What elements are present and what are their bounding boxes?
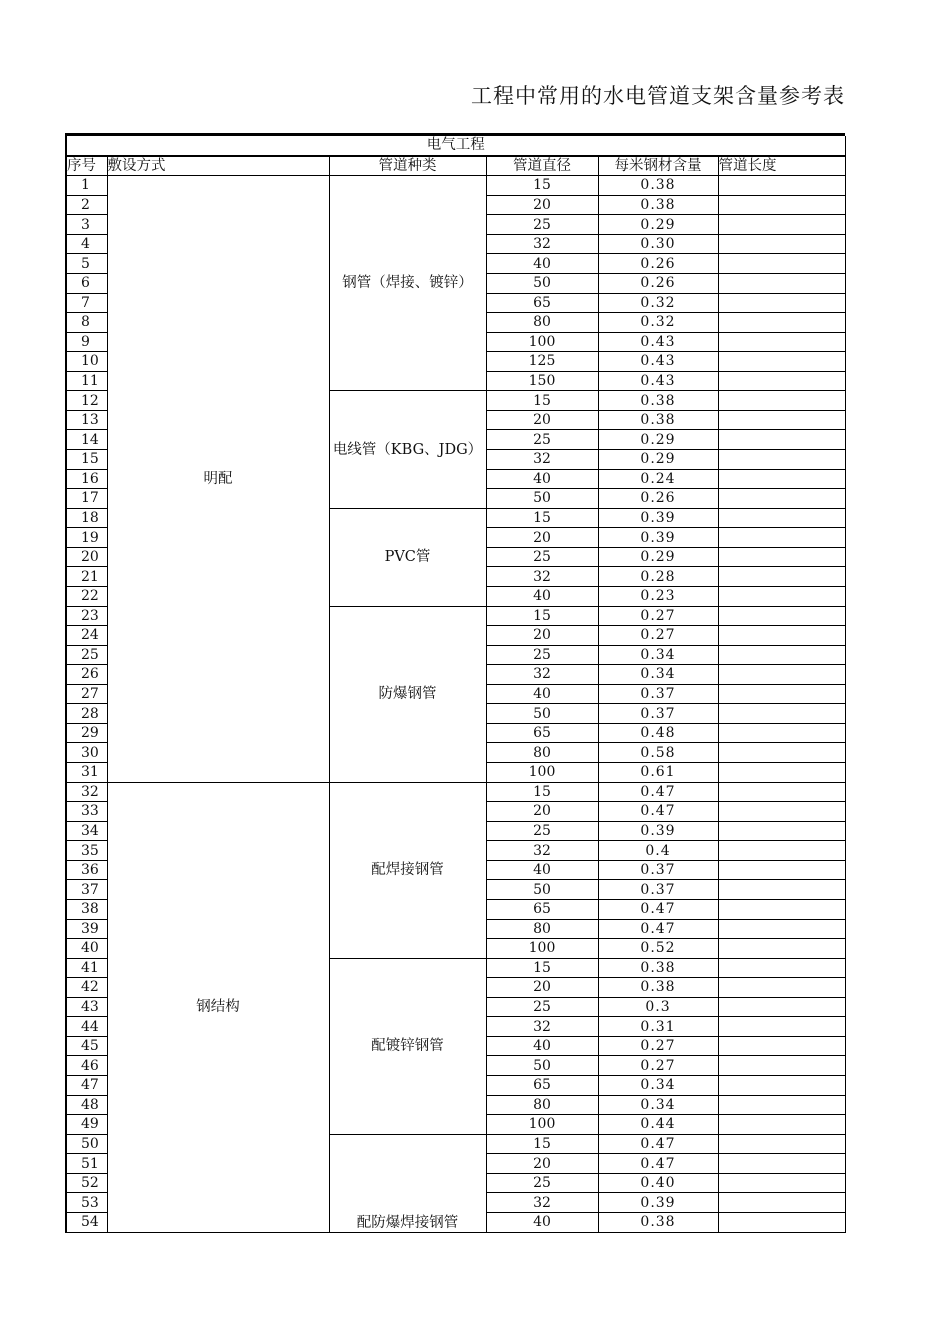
row-index-cell: 31: [67, 763, 107, 783]
laying-method-cell: 明配: [107, 176, 329, 782]
steel-per-meter-cell: 0.3: [598, 997, 718, 1017]
pipe-length-cell[interactable]: [718, 528, 845, 548]
row-index-cell: 23: [67, 606, 107, 626]
pipe-length-cell[interactable]: [718, 704, 845, 724]
row-index-cell: 22: [67, 586, 107, 606]
steel-per-meter-cell: 0.26: [598, 254, 718, 274]
steel-per-meter-cell: 0.38: [598, 391, 718, 411]
row-index-cell: 25: [67, 645, 107, 665]
steel-per-meter-cell: 0.39: [598, 528, 718, 548]
steel-per-meter-cell: 0.32: [598, 293, 718, 313]
diameter-cell: 65: [486, 1076, 598, 1096]
row-index-cell: 10: [67, 352, 107, 372]
pipe-length-cell[interactable]: [718, 176, 845, 196]
diameter-cell: 20: [486, 410, 598, 430]
diameter-cell: 15: [486, 1134, 598, 1154]
pipe-length-cell[interactable]: [718, 410, 845, 430]
pipe-length-cell[interactable]: [718, 645, 845, 665]
row-index-cell: 47: [67, 1076, 107, 1096]
pipe-type-cell: 防爆钢管: [329, 606, 486, 782]
pipe-length-cell[interactable]: [718, 234, 845, 254]
diameter-cell: 80: [486, 743, 598, 763]
row-index-cell: 34: [67, 821, 107, 841]
steel-per-meter-cell: 0.47: [598, 802, 718, 822]
steel-per-meter-cell: 0.38: [598, 958, 718, 978]
row-index-cell: 11: [67, 371, 107, 391]
diameter-cell: 32: [486, 1193, 598, 1213]
row-index-cell: 49: [67, 1115, 107, 1135]
pipe-length-cell[interactable]: [718, 1036, 845, 1056]
diameter-cell: 15: [486, 508, 598, 528]
diameter-cell: 20: [486, 1154, 598, 1174]
diameter-cell: 125: [486, 352, 598, 372]
steel-per-meter-cell: 0.47: [598, 1134, 718, 1154]
pipe-length-cell[interactable]: [718, 254, 845, 274]
diameter-cell: 50: [486, 880, 598, 900]
pipe-length-cell[interactable]: [718, 782, 845, 802]
row-index-cell: 39: [67, 919, 107, 939]
diameter-cell: 50: [486, 704, 598, 724]
pipe-length-cell[interactable]: [718, 567, 845, 587]
laying-method-cell: 钢结构: [107, 782, 329, 1232]
pipe-length-cell[interactable]: [718, 958, 845, 978]
col-header-index: 序号: [67, 156, 107, 176]
steel-per-meter-cell: 0.34: [598, 665, 718, 685]
pipe-length-cell[interactable]: [718, 332, 845, 352]
row-index-cell: 24: [67, 626, 107, 646]
row-index-cell: 7: [67, 293, 107, 313]
steel-per-meter-cell: 0.27: [598, 626, 718, 646]
steel-per-meter-cell: 0.39: [598, 508, 718, 528]
diameter-cell: 20: [486, 195, 598, 215]
pipe-length-cell[interactable]: [718, 665, 845, 685]
diameter-cell: 50: [486, 489, 598, 509]
pipe-length-cell[interactable]: [718, 313, 845, 333]
row-index-cell: 41: [67, 958, 107, 978]
diameter-cell: 25: [486, 997, 598, 1017]
diameter-cell: 100: [486, 332, 598, 352]
pipe-length-cell[interactable]: [718, 763, 845, 783]
row-index-cell: 20: [67, 547, 107, 567]
pipe-length-cell[interactable]: [718, 215, 845, 235]
steel-per-meter-cell: 0.38: [598, 195, 718, 215]
pipe-length-cell[interactable]: [718, 1134, 845, 1154]
steel-per-meter-cell: 0.47: [598, 782, 718, 802]
pipe-length-cell[interactable]: [718, 1173, 845, 1193]
pipe-length-cell[interactable]: [718, 939, 845, 959]
col-header-diameter: 管道直径: [486, 156, 598, 176]
diameter-cell: 20: [486, 626, 598, 646]
row-index-cell: 17: [67, 489, 107, 509]
diameter-cell: 15: [486, 782, 598, 802]
section-header-row: [67, 136, 845, 156]
row-index-cell: 2: [67, 195, 107, 215]
col-header-method: 敷设方式: [107, 156, 329, 176]
row-index-cell: 45: [67, 1036, 107, 1056]
steel-per-meter-cell: 0.34: [598, 1095, 718, 1115]
steel-per-meter-cell: 0.37: [598, 684, 718, 704]
diameter-cell: 20: [486, 528, 598, 548]
row-index-cell: 28: [67, 704, 107, 724]
steel-per-meter-cell: 0.32: [598, 313, 718, 333]
diameter-cell: 100: [486, 939, 598, 959]
steel-per-meter-cell: 0.37: [598, 880, 718, 900]
steel-per-meter-cell: 0.34: [598, 1076, 718, 1096]
pipe-length-cell[interactable]: [718, 391, 845, 411]
pipe-length-cell[interactable]: [718, 860, 845, 880]
row-index-cell: 50: [67, 1134, 107, 1154]
pipe-length-cell[interactable]: [718, 450, 845, 470]
diameter-cell: 32: [486, 841, 598, 861]
pipe-length-cell[interactable]: [718, 978, 845, 998]
pipe-length-cell[interactable]: [718, 547, 845, 567]
pipe-length-cell[interactable]: [718, 1076, 845, 1096]
pipe-length-cell[interactable]: [718, 684, 845, 704]
row-index-cell: 9: [67, 332, 107, 352]
row-index-cell: 32: [67, 782, 107, 802]
row-index-cell: 42: [67, 978, 107, 998]
steel-per-meter-cell: 0.38: [598, 410, 718, 430]
steel-per-meter-cell: 0.37: [598, 860, 718, 880]
diameter-cell: 32: [486, 665, 598, 685]
pipe-length-cell[interactable]: [718, 899, 845, 919]
row-index-cell: 35: [67, 841, 107, 861]
pipe-type-cell: 钢管（焊接、镀锌）: [329, 176, 486, 391]
steel-per-meter-cell: 0.38: [598, 176, 718, 196]
pipe-length-cell[interactable]: [718, 1154, 845, 1174]
pipe-length-cell[interactable]: [718, 293, 845, 313]
row-index-cell: 1: [67, 176, 107, 196]
diameter-cell: 15: [486, 391, 598, 411]
col-header-steel-per-meter: 每米钢材含量: [598, 156, 718, 176]
steel-per-meter-cell: 0.52: [598, 939, 718, 959]
pipe-length-cell[interactable]: [718, 723, 845, 743]
diameter-cell: 65: [486, 723, 598, 743]
row-index-cell: 4: [67, 234, 107, 254]
row-index-cell: 37: [67, 880, 107, 900]
steel-per-meter-cell: 0.38: [598, 978, 718, 998]
row-index-cell: 14: [67, 430, 107, 450]
diameter-cell: 65: [486, 899, 598, 919]
pipe-length-cell[interactable]: [718, 586, 845, 606]
steel-per-meter-cell: 0.48: [598, 723, 718, 743]
diameter-cell: 80: [486, 1095, 598, 1115]
row-index-cell: 26: [67, 665, 107, 685]
diameter-cell: 40: [486, 254, 598, 274]
steel-per-meter-cell: 0.27: [598, 1056, 718, 1076]
pipe-length-cell[interactable]: [718, 1056, 845, 1076]
diameter-cell: 15: [486, 958, 598, 978]
diameter-cell: 40: [486, 586, 598, 606]
col-header-pipe-length: 管道长度: [718, 156, 845, 176]
row-index-cell: 8: [67, 313, 107, 333]
section-title: 电气工程: [67, 136, 845, 156]
pipe-length-cell[interactable]: [718, 997, 845, 1017]
row-index-cell: 13: [67, 410, 107, 430]
pipe-type-cell: 配焊接钢管: [329, 782, 486, 958]
row-index-cell: 5: [67, 254, 107, 274]
pipe-type-cell: 配防爆焊接钢管: [329, 1134, 486, 1232]
diameter-cell: 40: [486, 469, 598, 489]
row-index-cell: 43: [67, 997, 107, 1017]
steel-per-meter-cell: 0.39: [598, 1193, 718, 1213]
steel-per-meter-cell: 0.43: [598, 352, 718, 372]
diameter-cell: 32: [486, 1017, 598, 1037]
diameter-cell: 25: [486, 821, 598, 841]
steel-per-meter-cell: 0.28: [598, 567, 718, 587]
pipe-length-cell[interactable]: [718, 919, 845, 939]
row-index-cell: 44: [67, 1017, 107, 1037]
document-title: 工程中常用的水电管道支架含量参考表: [471, 84, 845, 108]
steel-per-meter-cell: 0.24: [598, 469, 718, 489]
steel-per-meter-cell: 0.34: [598, 645, 718, 665]
steel-per-meter-cell: 0.44: [598, 1115, 718, 1135]
steel-per-meter-cell: 0.47: [598, 919, 718, 939]
diameter-cell: 100: [486, 763, 598, 783]
steel-per-meter-cell: 0.4: [598, 841, 718, 861]
pipe-type-cell: 电线管（KBG、JDG）: [329, 391, 486, 508]
diameter-cell: 40: [486, 1212, 598, 1232]
steel-per-meter-cell: 0.27: [598, 606, 718, 626]
steel-per-meter-cell: 0.47: [598, 1154, 718, 1174]
col-header-pipe-type: 管道种类: [329, 156, 486, 176]
row-index-cell: 54: [67, 1212, 107, 1232]
row-index-cell: 36: [67, 860, 107, 880]
pipe-length-cell[interactable]: [718, 626, 845, 646]
table-row: [67, 176, 845, 196]
row-index-cell: 52: [67, 1173, 107, 1193]
row-index-cell: 46: [67, 1056, 107, 1076]
diameter-cell: 80: [486, 919, 598, 939]
pipe-length-cell[interactable]: [718, 802, 845, 822]
diameter-cell: 25: [486, 547, 598, 567]
row-index-cell: 40: [67, 939, 107, 959]
steel-per-meter-cell: 0.43: [598, 371, 718, 391]
row-index-cell: 16: [67, 469, 107, 489]
diameter-cell: 32: [486, 450, 598, 470]
pipe-length-cell[interactable]: [718, 743, 845, 763]
steel-per-meter-cell: 0.47: [598, 899, 718, 919]
pipe-length-cell[interactable]: [718, 1115, 845, 1135]
diameter-cell: 25: [486, 1173, 598, 1193]
pipe-length-cell[interactable]: [718, 606, 845, 626]
diameter-cell: 25: [486, 645, 598, 665]
diameter-cell: 25: [486, 215, 598, 235]
pipe-length-cell[interactable]: [718, 508, 845, 528]
steel-per-meter-cell: 0.31: [598, 1017, 718, 1037]
diameter-cell: 40: [486, 684, 598, 704]
pipe-length-cell[interactable]: [718, 469, 845, 489]
diameter-cell: 32: [486, 234, 598, 254]
row-index-cell: 53: [67, 1193, 107, 1213]
pipe-length-cell[interactable]: [718, 1017, 845, 1037]
diameter-cell: 15: [486, 176, 598, 196]
diameter-cell: 15: [486, 606, 598, 626]
pipe-length-cell[interactable]: [718, 195, 845, 215]
steel-per-meter-cell: 0.43: [598, 332, 718, 352]
pipe-length-cell[interactable]: [718, 1095, 845, 1115]
steel-per-meter-cell: 0.39: [598, 821, 718, 841]
pipe-length-cell[interactable]: [718, 352, 845, 372]
row-index-cell: 30: [67, 743, 107, 763]
diameter-cell: 150: [486, 371, 598, 391]
diameter-cell: 80: [486, 313, 598, 333]
steel-per-meter-cell: 0.29: [598, 215, 718, 235]
steel-per-meter-cell: 0.37: [598, 704, 718, 724]
steel-per-meter-cell: 0.38: [598, 1212, 718, 1232]
pipe-type-cell: PVC管: [329, 508, 486, 606]
row-index-cell: 29: [67, 723, 107, 743]
steel-per-meter-cell: 0.26: [598, 273, 718, 293]
diameter-cell: 40: [486, 1036, 598, 1056]
steel-per-meter-cell: 0.29: [598, 450, 718, 470]
row-index-cell: 18: [67, 508, 107, 528]
row-index-cell: 6: [67, 273, 107, 293]
table-row: [67, 782, 845, 802]
steel-per-meter-cell: 0.23: [598, 586, 718, 606]
row-index-cell: 15: [67, 450, 107, 470]
steel-per-meter-cell: 0.27: [598, 1036, 718, 1056]
pipe-length-cell[interactable]: [718, 841, 845, 861]
row-index-cell: 19: [67, 528, 107, 548]
steel-per-meter-cell: 0.30: [598, 234, 718, 254]
row-index-cell: 48: [67, 1095, 107, 1115]
steel-per-meter-cell: 0.58: [598, 743, 718, 763]
pipe-length-cell[interactable]: [718, 880, 845, 900]
row-index-cell: 33: [67, 802, 107, 822]
diameter-cell: 100: [486, 1115, 598, 1135]
pipe-length-cell[interactable]: [718, 821, 845, 841]
steel-per-meter-cell: 0.61: [598, 763, 718, 783]
diameter-cell: 40: [486, 860, 598, 880]
diameter-cell: 20: [486, 978, 598, 998]
pipe-length-cell[interactable]: [718, 430, 845, 450]
pipe-support-table: [65, 133, 845, 1233]
row-index-cell: 3: [67, 215, 107, 235]
row-index-cell: 27: [67, 684, 107, 704]
pipe-length-cell[interactable]: [718, 273, 845, 293]
row-index-cell: 21: [67, 567, 107, 587]
steel-per-meter-cell: 0.29: [598, 430, 718, 450]
row-index-cell: 12: [67, 391, 107, 411]
diameter-cell: 25: [486, 430, 598, 450]
row-index-cell: 38: [67, 899, 107, 919]
pipe-length-cell[interactable]: [718, 371, 845, 391]
column-header-row: [67, 156, 845, 176]
pipe-length-cell[interactable]: [718, 489, 845, 509]
diameter-cell: 65: [486, 293, 598, 313]
pipe-length-cell[interactable]: [718, 1212, 845, 1232]
row-index-cell: 51: [67, 1154, 107, 1174]
steel-per-meter-cell: 0.29: [598, 547, 718, 567]
diameter-cell: 32: [486, 567, 598, 587]
steel-per-meter-cell: 0.26: [598, 489, 718, 509]
pipe-type-cell: 配镀锌钢管: [329, 958, 486, 1134]
diameter-cell: 50: [486, 1056, 598, 1076]
steel-per-meter-cell: 0.40: [598, 1173, 718, 1193]
pipe-length-cell[interactable]: [718, 1193, 845, 1213]
diameter-cell: 20: [486, 802, 598, 822]
diameter-cell: 50: [486, 273, 598, 293]
